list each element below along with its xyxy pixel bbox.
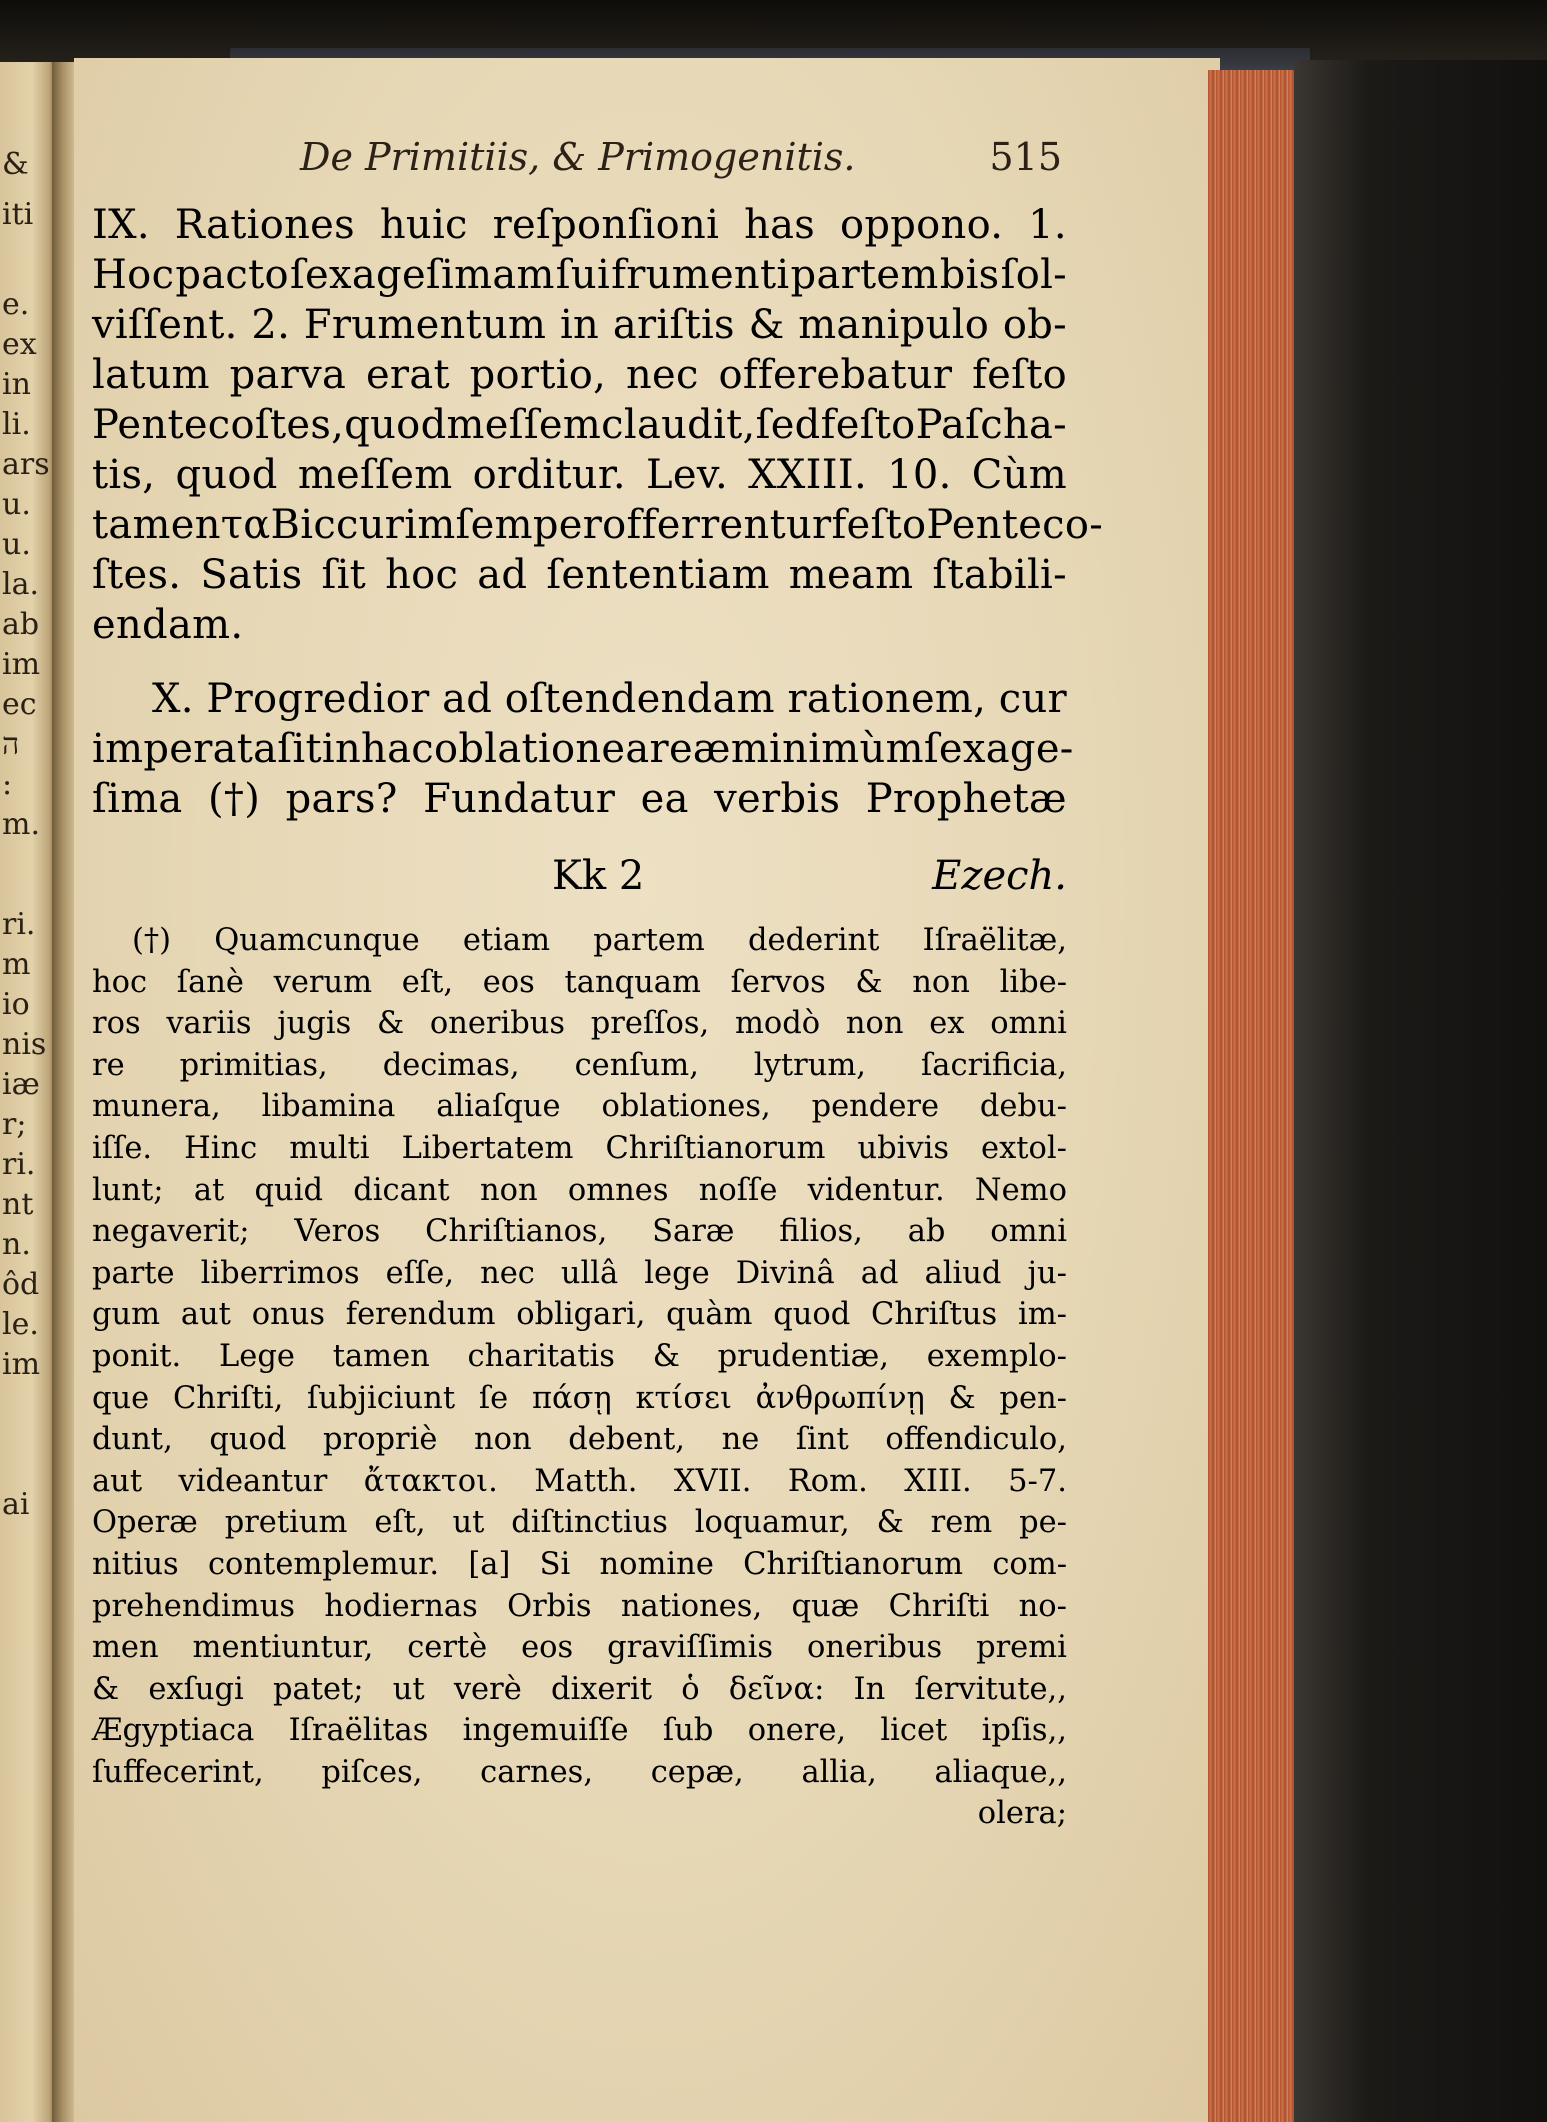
margin-fragment: u. — [2, 530, 31, 560]
text-line: tis, quod meſſem orditur. Lev. XXIII. 10. Cùm — [92, 452, 1067, 498]
margin-fragment: ה — [2, 730, 20, 760]
margin-fragment: m — [2, 950, 31, 980]
margin-fragment: iæ — [2, 1070, 40, 1100]
signature-line — [92, 852, 1067, 900]
margin-fragment: nt — [2, 1190, 34, 1220]
main-text — [92, 200, 1104, 824]
footnote-line: (†) Quamcunque etiam partem dederint Iſraëlitæ, — [132, 923, 1067, 958]
signature-mark: Kk 2 — [552, 853, 645, 899]
margin-fragment: ri. — [2, 1150, 36, 1180]
footnote-line: lunt; at quid dicant non omnes noſſe videntur. Nemo — [92, 1172, 1067, 1208]
footnote-line: que Chriſti, ſubjiciunt ſe πάσῃ κτίσει ἀνθρωπίνῃ & pen- — [92, 1380, 1067, 1416]
margin-fragment: ec — [2, 690, 37, 720]
footnote-line: olera; — [977, 1796, 1067, 1832]
margin-fragment: n. — [2, 1230, 31, 1260]
margin-fragment: ex — [2, 330, 37, 360]
footnote-line: hoc ſanè verum eſt, eos tanquam ſervos & non libe- — [92, 964, 1067, 1000]
book-cover — [1294, 60, 1547, 2122]
text-line: latum parva erat portio, nec offerebatur feſto — [92, 352, 1067, 398]
margin-fragment: la. — [2, 570, 40, 600]
footnote-line: munera, libamina aliaſque oblationes, pendere debu- — [92, 1089, 1067, 1125]
text-line: Pentecoſtes, quod meſſem claudit, ſed feſto Paſcha- — [92, 402, 1067, 448]
margin-fragment: ri. — [2, 910, 36, 940]
text-line: imperata ſit in hac oblatione areæ minimùm ſexage- — [92, 726, 1074, 772]
margin-fragment: : — [2, 770, 13, 800]
margin-fragment: im — [2, 650, 41, 680]
footnote-line: men mentiuntur, certè eos graviſſimis oneribus premi — [92, 1630, 1067, 1666]
footnote-line: ros variis jugis & oneribus preſſos, modò non ex omni — [92, 1006, 1067, 1042]
text-line: tamen τα Biccurim ſemper offerrentur feſto Penteco- — [92, 502, 1104, 548]
text-line: IX. Rationes huic reſponſioni has oppono. 1. — [92, 202, 1067, 248]
margin-fragment: in — [2, 370, 31, 400]
margin-fragment: li. — [2, 410, 31, 440]
margin-fragment: ai — [2, 1490, 30, 1520]
margin-fragment: & — [2, 150, 29, 180]
footnote — [92, 920, 1067, 1835]
margin-fragment: r; — [2, 1110, 27, 1140]
text-line: ſtes. Satis ſit hoc ad ſententiam meam ſtabili- — [92, 552, 1067, 598]
red-page-edges — [1208, 70, 1294, 2122]
margin-fragment: ôd — [2, 1270, 40, 1300]
text-line: ſima (†) pars? Fundatur ea verbis Prophetæ — [92, 776, 1067, 822]
margin-fragment: iti — [2, 200, 34, 230]
footnote-line: aut videantur ἄτακτοι. Matth. XVII. Rom. XIII. 5-7. — [92, 1463, 1067, 1499]
footnote-line: iſſe. Hinc multi Libertatem Chriſtianorum ubivis extol- — [92, 1130, 1067, 1166]
footnote-line: negaverit; Veros Chriſtianos, Saræ filios, ab omni — [92, 1214, 1067, 1250]
footnote-line: ſuffecerint, piſces, carnes, cepæ, allia, aliaque,, — [92, 1754, 1067, 1790]
page-number: 515 — [989, 135, 1062, 179]
footnote-line: prehendimus hodiernas Orbis nationes, quæ Chriſti no- — [92, 1588, 1067, 1624]
margin-fragment: ars — [2, 450, 50, 480]
margin-fragment: nis — [2, 1030, 47, 1060]
running-head-title: De Primitiis, & Primogenitis. — [300, 135, 856, 179]
margin-fragment: im — [2, 1350, 41, 1380]
footnote-line: nitius contemplemur. [a] Si nomine Chriſtianorum com- — [92, 1546, 1067, 1582]
footnote-line: Ægyptiaca Iſraëlitas ingemuiſſe ſub onere, licet ipſis,, — [92, 1713, 1067, 1749]
catchword: Ezech. — [932, 853, 1067, 899]
running-head — [210, 135, 1070, 185]
text-line: endam. — [92, 602, 244, 648]
margin-fragment: m. — [2, 810, 40, 840]
footnote-line: dunt, quod propriè non debent, ne ſint offendiculo, — [92, 1422, 1067, 1458]
text-line: X. Progredior ad oſtendendam rationem, cur — [152, 676, 1067, 722]
footnote-line: ponit. Lege tamen charitatis & prudentiæ, exemplo- — [92, 1338, 1067, 1374]
margin-fragment: ab — [2, 610, 40, 640]
margin-fragment: u. — [2, 490, 31, 520]
footnote-line: & exſugi patet; ut verè dixerit ὁ δεῖνα: In ſervitute,, — [92, 1671, 1067, 1707]
margin-fragment: le. — [2, 1310, 39, 1340]
margin-fragment: e. — [2, 290, 30, 320]
text-line: viſſent. 2. Frumentum in ariſtis & manipulo ob- — [92, 302, 1067, 348]
footnote-line: gum aut onus ferendum obligari, quàm quod Chriſtus im- — [92, 1297, 1067, 1333]
footnote-line: parte liberrimos eſſe, nec ullâ lege Divinâ ad aliud ju- — [92, 1255, 1067, 1291]
footnote-line: Operæ pretium eſt, ut diſtinctius loquamur, & rem pe- — [92, 1505, 1067, 1541]
margin-fragment: io — [2, 990, 30, 1020]
text-line: Hoc pacto ſexageſimam ſui frumenti partem bis ſol- — [92, 252, 1067, 298]
footnote-line: re primitias, decimas, cenſum, lytrum, ſacrificia, — [92, 1047, 1067, 1083]
